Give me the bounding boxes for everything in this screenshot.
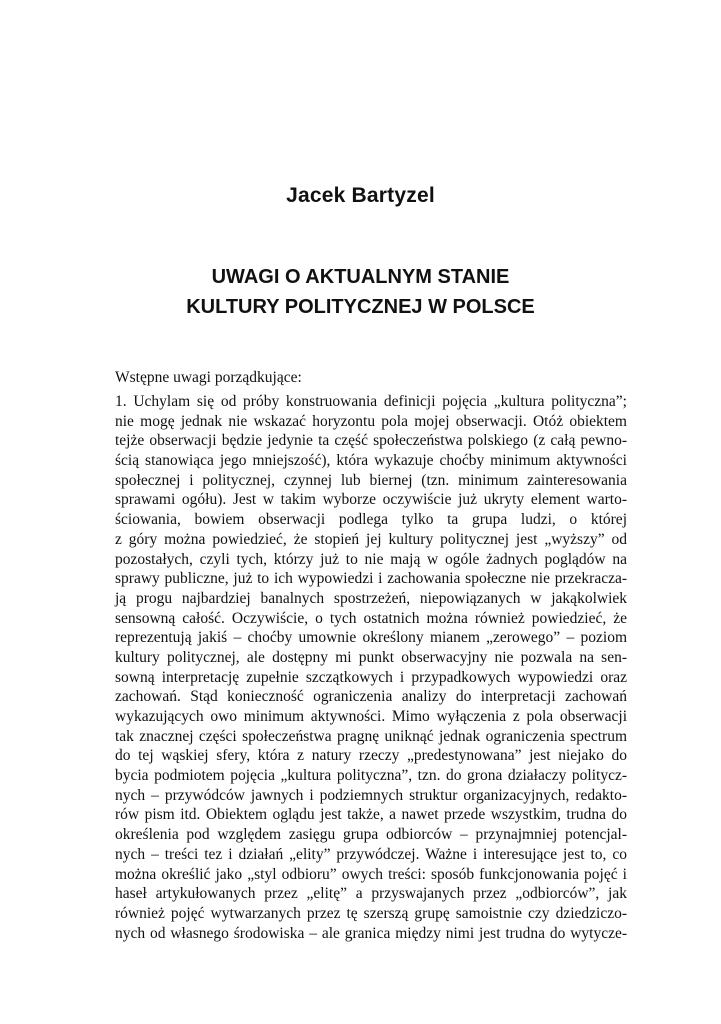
body-line: reprezentują jakiś – choćby umownie określony mianem „zerowego” – poziom — [115, 629, 627, 647]
body-line: określenia pod względem zasięgu grupa odbiorców – przynajmniej potencjal- — [115, 826, 627, 844]
body-line: tejże obserwacji będzie jedynie ta część społeczeństwa polskiego (z całą pewno- — [115, 432, 627, 450]
body-line: tak znacznej części społeczeństwa pragnę uniknąć jednak ograniczenia spectrum — [115, 727, 627, 745]
body-line: można określić jako „styl odbioru” owych treści: sposób funkcjonowania pojęć i — [115, 865, 627, 883]
body-paragraph — [115, 392, 627, 943]
body-line: z góry można powiedzieć, że stopień jej kultury politycznej jest „wyższy” od — [115, 530, 627, 548]
body-line: sowną interpretację zupełnie szczątkowych i przypadkowych wypowiedzi oraz — [115, 668, 627, 686]
body-line: rów pism itd. Obiektem oglądu jest także, a nawet przede wszystkim, trudna do — [115, 806, 627, 824]
body-line: 1. Uchylam się od próby konstruowania definicji pojęcia „kultura polityczna”; — [115, 393, 627, 410]
body-line: pozostałych, czyli tych, którzy już to nie mają w ogóle żadnych poglądów na — [115, 550, 627, 568]
document-title — [0, 262, 721, 322]
body-line: społecznej i politycznej, czynnej lub biernej (tzn. minimum zainteresowania — [115, 471, 627, 489]
body-line: sensowną całość. Oczywiście, o tych ostatnich można również powiedzieć, że — [115, 609, 627, 627]
body-line: nie mogę jednak nie wskazać horyzontu pola mojej obserwacji. Otóż obiektem — [115, 412, 627, 430]
title-line: KULTURY POLITYCZNEJ W POLSCE — [186, 296, 535, 318]
body-line: również pojęć wytwarzanych przez tę szerszą grupę samoistnie czy dziedziczo- — [115, 904, 627, 922]
body-line: nych – przywódców jawnych i podziemnych struktur organizacyjnych, redakto- — [115, 786, 627, 804]
body-line: sprawami ogółu). Jest w takim wyborze oczywiście już ukryty element warto- — [115, 491, 627, 509]
body-line: ją progu najbardziej banalnych spostrzeżeń, niepowiązanych w jakąkolwiek — [115, 589, 627, 607]
body-line: ścią stanowiąca jego mniejszość), która wykazuje choćby minimum aktywności — [115, 452, 627, 470]
body-line: ściowania, bowiem obserwacji podlega tylko ta grupa ludzi, o której — [115, 511, 627, 529]
body-line: haseł artykułowanych przez „elitę” a przyswajanych przez „odbiorców”, jak — [115, 885, 627, 903]
body-line: do tej wąskiej sfery, która z natury rzeczy „predestynowana” jest niejako do — [115, 747, 627, 765]
body-line: sprawy publiczne, już to ich wypowiedzi i zachowania społeczne nie przekracza- — [115, 570, 627, 588]
body-line: kultury politycznej, ale dostępny mi punkt obserwacyjny nie pozwala na sen- — [115, 648, 627, 666]
author-name: Jacek Bartyzel — [286, 184, 435, 207]
body-line: wykazujących owo minimum aktywności. Mimo wyłączenia z pola obserwacji — [115, 708, 627, 725]
title-line: UWAGI O AKTUALNYM STANIE — [211, 266, 510, 288]
body-line: nych – treści tez i działań „elity” przywódczej. Ważne i interesujące jest to, co — [115, 845, 627, 863]
section-lead: Wstępne uwagi porządkujące: — [115, 369, 302, 386]
body-line: bycia podmiotem pojęcia „kultura polityczna”, tzn. do grona działaczy politycz- — [115, 767, 627, 785]
body-line: nych od własnego środowiska – ale granica między nimi jest trudna do wytycze- — [115, 924, 627, 942]
body-line: zachowań. Stąd konieczność ograniczenia analizy do interpretacji zachowań — [115, 688, 627, 706]
